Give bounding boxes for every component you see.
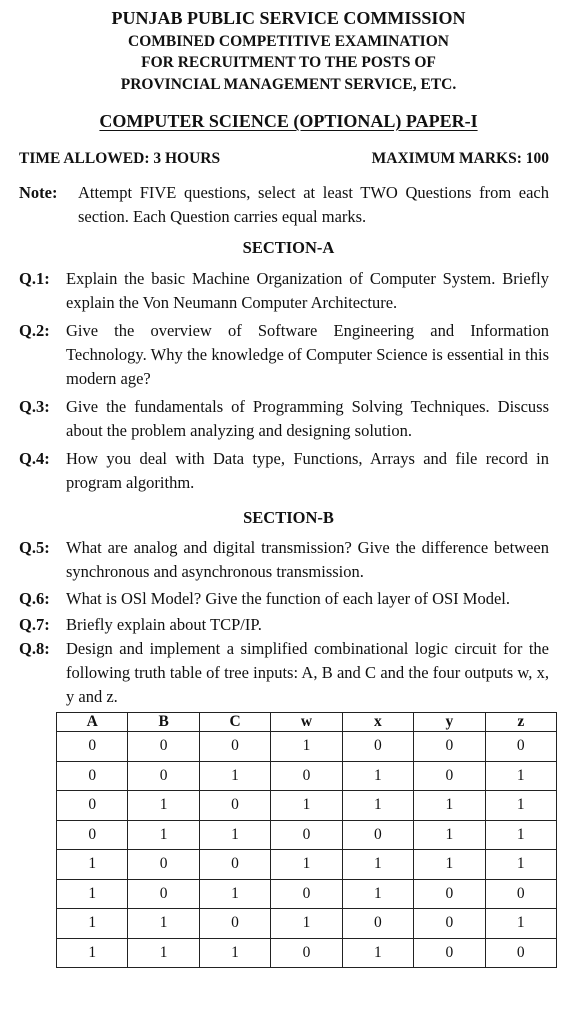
table-cell: 1 — [414, 791, 485, 821]
table-cell: 0 — [57, 761, 128, 791]
question-2 — [19, 319, 549, 391]
table-cell: 1 — [128, 820, 199, 850]
question-text: Give the overview of Software Engineering and Information Technology. Why the knowledge of Computer Science is essential in this modern age? — [66, 321, 549, 388]
table-cell: 1 — [485, 761, 556, 791]
commission-name: PUNJAB PUBLIC SERVICE COMMISSION — [111, 8, 466, 28]
table-row — [57, 909, 557, 939]
question-8 — [19, 637, 549, 709]
table-cell: 1 — [57, 938, 128, 968]
column-header: z — [485, 713, 556, 732]
table-cell: 0 — [128, 761, 199, 791]
question-7 — [19, 613, 549, 637]
table-cell: 0 — [199, 850, 270, 880]
table-cell: 0 — [271, 761, 342, 791]
column-header: A — [57, 713, 128, 732]
table-cell: 0 — [485, 938, 556, 968]
question-1 — [19, 267, 549, 315]
table-row — [57, 820, 557, 850]
table-cell: 1 — [271, 791, 342, 821]
section-a-title: SECTION-A — [242, 238, 335, 257]
table-cell: 0 — [414, 909, 485, 939]
note-label: Note: — [19, 183, 58, 202]
table-cell: 0 — [414, 938, 485, 968]
table-cell: 1 — [342, 879, 413, 909]
question-6 — [19, 587, 549, 611]
table-cell: 0 — [199, 791, 270, 821]
table-cell: 1 — [199, 820, 270, 850]
table-cell: 0 — [414, 761, 485, 791]
time-allowed: TIME ALLOWED: 3 HOURS — [19, 150, 221, 167]
table-cell: 0 — [57, 791, 128, 821]
maximum-marks: MAXIMUM MARKS: 100 — [371, 150, 549, 167]
table-cell: 0 — [342, 820, 413, 850]
column-header: y — [414, 713, 485, 732]
table-cell: 0 — [271, 879, 342, 909]
column-header: x — [342, 713, 413, 732]
question-number: Q.6: — [19, 589, 50, 608]
exam-name: COMBINED COMPETITIVE EXAMINATION — [128, 33, 449, 50]
table-cell: 0 — [342, 909, 413, 939]
table-cell: 0 — [414, 732, 485, 762]
service-name: PROVINCIAL MANAGEMENT SERVICE, ETC. — [120, 76, 457, 93]
instructions-note — [19, 181, 549, 229]
table-cell: 0 — [485, 732, 556, 762]
table-cell: 1 — [271, 850, 342, 880]
question-text: Briefly explain about TCP/IP. — [66, 615, 262, 634]
paper-title: COMPUTER SCIENCE (OPTIONAL) PAPER-I — [99, 111, 478, 131]
table-cell: 1 — [414, 820, 485, 850]
table-cell: 1 — [199, 879, 270, 909]
table-cell: 0 — [128, 879, 199, 909]
table-row — [57, 938, 557, 968]
question-text: How you deal with Data type, Functions, Arrays and file record in program algorithm. — [66, 449, 549, 492]
question-text: Give the fundamentals of Programming Solving Techniques. Discuss about the problem analyzing and designing solution. — [66, 397, 549, 440]
table-cell: 0 — [485, 879, 556, 909]
column-header: w — [271, 713, 342, 732]
question-text: Explain the basic Machine Organization of Computer System. Briefly explain the Von Neumann Computer Architecture. — [66, 269, 549, 312]
table-cell: 0 — [128, 850, 199, 880]
table-cell: 1 — [128, 909, 199, 939]
table-cell: 1 — [485, 850, 556, 880]
table-cell: 1 — [199, 761, 270, 791]
truth-table-body — [57, 732, 557, 968]
table-cell: 0 — [342, 732, 413, 762]
paper-title-wrap — [0, 111, 577, 132]
table-cell: 1 — [342, 850, 413, 880]
question-text: What are analog and digital transmission? Give the difference between synchronous and asynchronous transmission. — [66, 538, 549, 581]
table-row — [57, 732, 557, 762]
table-cell: 0 — [128, 732, 199, 762]
truth-table — [56, 712, 557, 968]
table-cell: 0 — [57, 732, 128, 762]
table-cell: 1 — [342, 791, 413, 821]
question-4 — [19, 447, 549, 495]
table-cell: 0 — [57, 820, 128, 850]
table-header-row — [57, 713, 557, 732]
table-cell: 0 — [199, 732, 270, 762]
table-row — [57, 761, 557, 791]
recruitment-line: FOR RECRUITMENT TO THE POSTS OF — [141, 54, 436, 71]
table-cell: 1 — [199, 938, 270, 968]
table-cell: 1 — [485, 909, 556, 939]
column-header: B — [128, 713, 199, 732]
question-5 — [19, 536, 549, 584]
column-header: C — [199, 713, 270, 732]
table-cell: 1 — [57, 850, 128, 880]
table-row — [57, 791, 557, 821]
table-cell: 1 — [128, 791, 199, 821]
table-row — [57, 879, 557, 909]
note-text: Attempt FIVE questions, select at least TWO Questions from each section. Each Question carries equal marks. — [78, 183, 549, 226]
table-cell: 1 — [485, 820, 556, 850]
table-cell: 1 — [57, 909, 128, 939]
question-3 — [19, 395, 549, 443]
question-number: Q.1: — [19, 269, 50, 288]
question-number: Q.8: — [19, 639, 50, 658]
table-cell: 1 — [128, 938, 199, 968]
table-cell: 0 — [414, 879, 485, 909]
table-cell: 1 — [485, 791, 556, 821]
table-cell: 1 — [414, 850, 485, 880]
table-cell: 1 — [342, 761, 413, 791]
question-number: Q.5: — [19, 538, 50, 557]
question-text: What is OSl Model? Give the function of each layer of OSI Model. — [66, 589, 511, 608]
question-number: Q.3: — [19, 397, 50, 416]
question-number: Q.4: — [19, 449, 50, 468]
question-number: Q.7: — [19, 615, 50, 634]
question-number: Q.2: — [19, 321, 50, 340]
table-row — [57, 850, 557, 880]
table-cell: 0 — [271, 938, 342, 968]
question-text: Design and implement a simplified combinational logic circuit for the following truth table of tree inputs: A, B and C and the four outputs w, x, y and z. — [66, 639, 549, 706]
table-cell: 1 — [57, 879, 128, 909]
table-cell: 1 — [271, 732, 342, 762]
table-cell: 0 — [271, 820, 342, 850]
table-cell: 1 — [271, 909, 342, 939]
table-cell: 1 — [342, 938, 413, 968]
table-cell: 0 — [199, 909, 270, 939]
section-b-title: SECTION-B — [243, 508, 334, 527]
